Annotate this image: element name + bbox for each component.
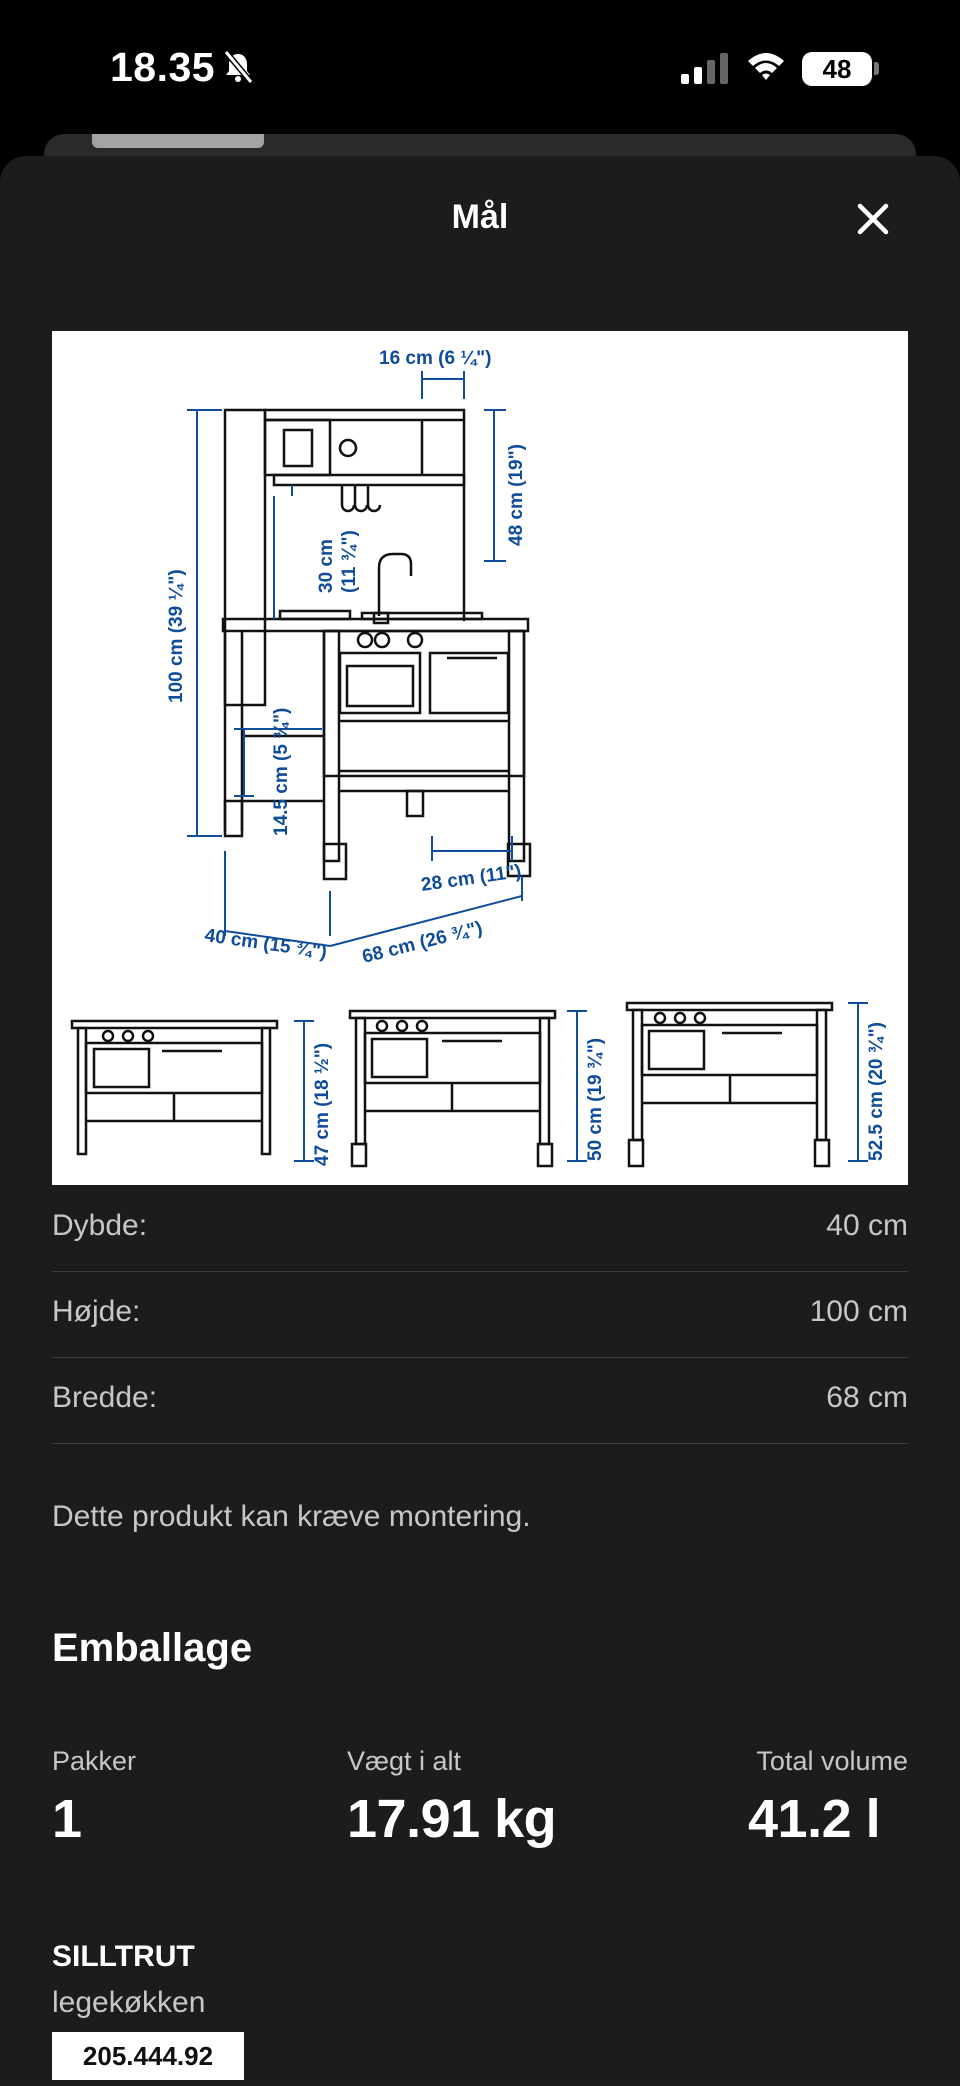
stat-label-weight: Vægt i alt	[347, 1746, 462, 1776]
label-top-gap: 16 cm (6 ¼")	[379, 348, 492, 369]
battery-cap	[874, 62, 879, 75]
sheet-title: Mål	[451, 198, 509, 236]
dimension-row-height	[52, 1271, 908, 1358]
product-name: SILLTRUT	[52, 1940, 195, 1973]
label-sink-height-in: (11 ¾")	[339, 530, 360, 593]
label-inner-width: 28 cm (11")	[419, 861, 523, 896]
label-high-height: 52.5 cm (20 ¾")	[866, 1022, 887, 1161]
label-total-height: 100 cm (39 ¼")	[166, 569, 187, 703]
packaging-title: Emballage	[52, 1626, 253, 1670]
label-depth: 40 cm (15 ¾")	[203, 925, 329, 964]
dimension-value: 100 cm	[809, 1295, 908, 1328]
label-mid-height: 50 cm (19 ¾")	[585, 1037, 606, 1161]
label-low-height: 47 cm (18 ½")	[312, 1042, 333, 1166]
label-upper-height: 48 cm (19")	[506, 444, 527, 546]
label-shelf-height: 14.5 cm (5 ¾")	[271, 707, 292, 836]
cellular-signal-icon	[680, 52, 730, 84]
dimension-label: Dybde:	[52, 1209, 148, 1242]
background-sheet-thumbnail	[92, 134, 264, 148]
dimensions-sheet	[0, 156, 960, 2086]
battery-indicator: 48	[802, 52, 872, 86]
dimension-label: Højde:	[52, 1295, 141, 1328]
dimension-label: Bredde:	[52, 1381, 158, 1414]
article-number: 205.444.92	[52, 2032, 244, 2080]
silent-bell-icon	[222, 50, 254, 84]
stat-value-packages: 1	[52, 1789, 82, 1849]
status-time: 18.35	[110, 44, 216, 90]
dimension-drawing	[52, 331, 908, 1185]
dimension-value: 40 cm	[826, 1209, 908, 1242]
assembly-note: Dette produkt kan kræve montering.	[52, 1500, 531, 1533]
stat-value-weight: 17.91 kg	[347, 1789, 557, 1849]
status-bar	[0, 0, 960, 140]
label-sink-height: 30 cm	[316, 539, 337, 593]
dimension-value: 68 cm	[826, 1381, 908, 1414]
dimension-row-depth	[52, 1185, 908, 1272]
stat-label-volume: Total volume	[756, 1746, 908, 1776]
product-type: legekøkken	[52, 1986, 206, 2019]
label-width: 68 cm (26 ¾")	[360, 917, 485, 968]
wifi-icon	[746, 50, 786, 82]
close-icon[interactable]	[850, 196, 896, 242]
dimension-row-width	[52, 1357, 908, 1444]
stat-value-volume: 41.2 l	[748, 1789, 881, 1849]
stat-label-packages: Pakker	[52, 1746, 137, 1776]
